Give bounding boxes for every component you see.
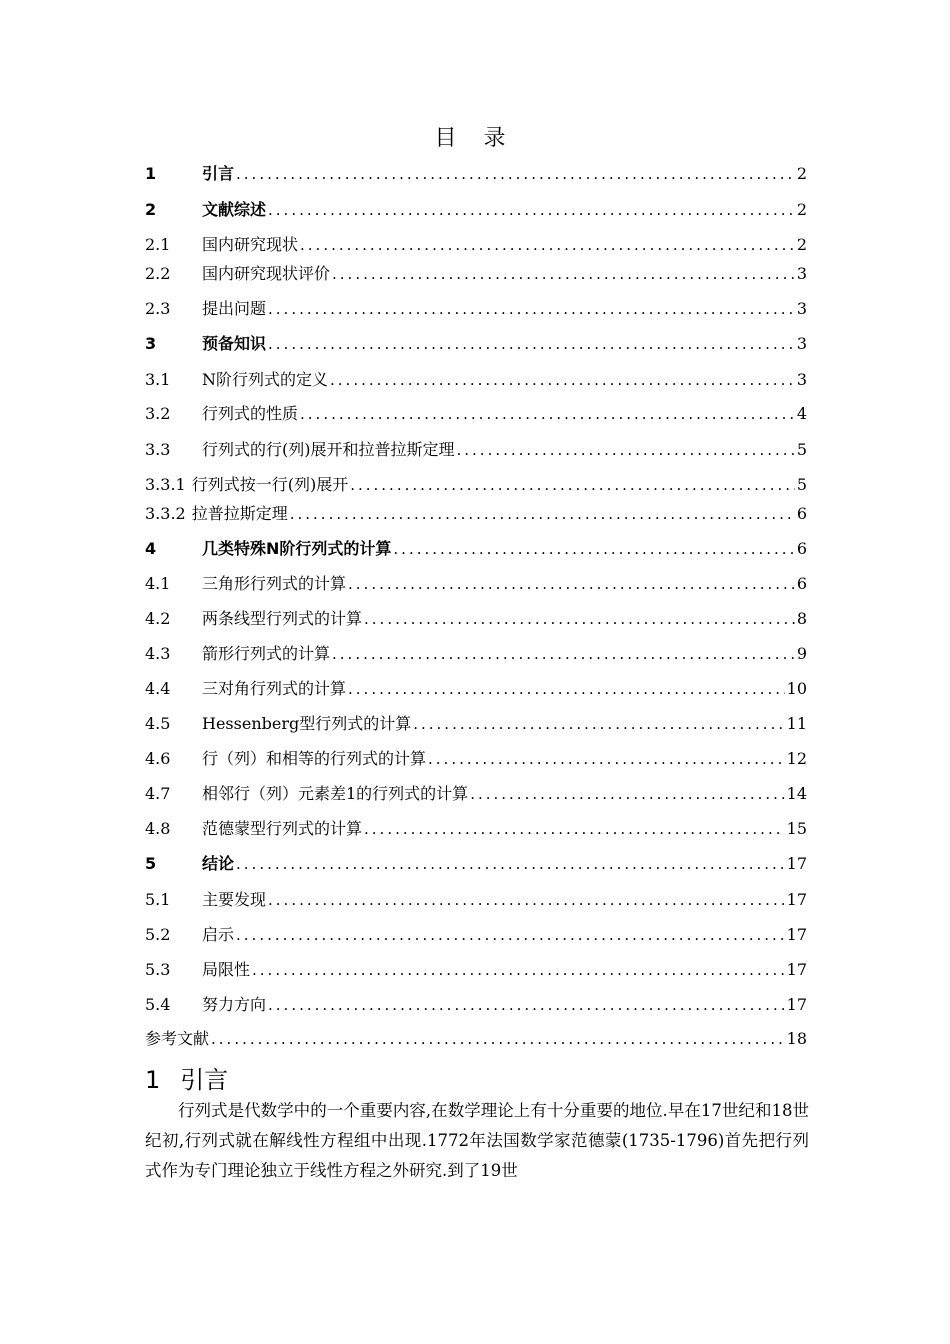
toc-entry[interactable] <box>145 295 807 319</box>
toc-entry-page: 17 <box>786 890 807 909</box>
toc-entry-page: 18 <box>786 1029 807 1048</box>
toc-leader-dots <box>268 890 785 910</box>
toc-entry-page: 3 <box>796 370 807 389</box>
section-title: 引言 <box>180 1066 229 1094</box>
toc-entry[interactable] <box>145 400 807 424</box>
toc-entry[interactable] <box>145 1025 807 1049</box>
toc-entry-page: 2 <box>796 235 807 254</box>
toc-leader-dots <box>428 749 785 769</box>
toc-entry-page: 17 <box>786 925 807 944</box>
toc-leader-dots <box>290 504 795 524</box>
toc-entry-page: 2 <box>796 200 807 219</box>
toc-leader-dots <box>268 995 785 1015</box>
toc-entry-label: 国内研究现状评价 <box>202 264 331 283</box>
toc-entry[interactable] <box>145 330 807 354</box>
toc-entry-label: N阶行列式的定义 <box>202 370 329 389</box>
toc-entry-label: 努力方向 <box>202 995 267 1014</box>
toc-entry[interactable] <box>145 675 807 699</box>
toc-entry-number: 3.3 <box>145 440 171 459</box>
toc-entry-label: 行列式的性质 <box>202 404 299 423</box>
toc-entry-label: 行列式的行(列)展开和拉普拉斯定理 <box>202 440 455 459</box>
toc-entry-label: Hessenberg型行列式的计算 <box>202 714 412 733</box>
toc-leader-dots <box>268 334 795 354</box>
toc-leader-dots <box>300 404 795 424</box>
toc-entry[interactable] <box>145 196 807 220</box>
toc-entry-number: 5.2 <box>145 925 171 944</box>
body-text <box>145 1096 809 1186</box>
toc-entry-number: 2 <box>145 200 157 219</box>
toc-entry-number: 5 <box>145 854 157 873</box>
toc-entry-label: 启示 <box>202 925 235 944</box>
toc-leader-dots <box>211 1029 785 1049</box>
toc-entry-label: 相邻行（列）元素差1的行列式的计算 <box>202 784 469 803</box>
toc-leader-dots <box>348 679 785 699</box>
toc-entry[interactable] <box>145 991 807 1015</box>
toc-entry[interactable] <box>145 260 807 284</box>
toc-entry[interactable] <box>145 500 807 524</box>
toc-entry-label: 引言 <box>202 164 235 183</box>
toc-leader-dots <box>268 200 795 220</box>
toc-entry-label: 参考文献 <box>145 1029 210 1048</box>
toc-entry-number: 4.8 <box>145 819 171 838</box>
toc-entry[interactable] <box>145 780 807 804</box>
toc-entry-label: 三对角行列式的计算 <box>202 679 347 698</box>
toc-entry-label: 拉普拉斯定理 <box>191 504 288 523</box>
toc-leader-dots <box>236 164 795 184</box>
toc-entry-number: 5.4 <box>145 995 171 1014</box>
toc-entry-number: 5.1 <box>145 890 171 909</box>
toc-entry-number: 2.2 <box>145 264 171 283</box>
toc-leader-dots <box>236 925 785 945</box>
toc-entry-page: 4 <box>796 404 807 423</box>
toc-leader-dots <box>413 714 784 734</box>
toc-entry[interactable] <box>145 921 807 945</box>
toc-entry-page: 2 <box>796 164 807 183</box>
toc-entry-number: 5.3 <box>145 960 171 979</box>
toc-entry[interactable] <box>145 436 807 460</box>
toc-entry[interactable] <box>145 850 807 874</box>
toc-entry[interactable] <box>145 366 807 390</box>
toc-entry-page: 3 <box>796 334 807 353</box>
toc-leader-dots <box>236 854 785 874</box>
toc-entry-label: 行（列）和相等的行列式的计算 <box>202 749 427 768</box>
toc-entry-number: 4.2 <box>145 609 171 628</box>
toc-entry-number: 2.3 <box>145 299 171 318</box>
toc-leader-dots <box>470 784 784 804</box>
toc-entry[interactable] <box>145 640 807 664</box>
toc-entry-number: 1 <box>145 164 157 183</box>
toc-entry-number: 4.7 <box>145 784 171 803</box>
toc-entry-page: 11 <box>786 714 807 733</box>
toc-leader-dots <box>364 609 795 629</box>
toc-entry-number: 3.3.2 <box>145 504 186 523</box>
toc-entry-label: 文献综述 <box>202 200 267 219</box>
toc-entry[interactable] <box>145 605 807 629</box>
toc-leader-dots <box>268 299 795 319</box>
toc-entry-number: 2.1 <box>145 235 171 254</box>
section-heading <box>145 1060 228 1095</box>
toc-entry-page: 3 <box>796 299 807 318</box>
toc-entry[interactable] <box>145 710 807 734</box>
toc-entry-page: 9 <box>796 644 807 663</box>
section-number: 1 <box>145 1066 161 1094</box>
toc-entry-number: 3.1 <box>145 370 171 389</box>
toc-entry[interactable] <box>145 956 807 980</box>
toc-entry-label: 提出问题 <box>202 299 267 318</box>
toc-entry-number: 4.3 <box>145 644 171 663</box>
toc-entry-number: 3.3.1 <box>145 475 186 494</box>
toc-entry-page: 17 <box>786 995 807 1014</box>
toc-entry[interactable] <box>145 471 807 495</box>
toc-entry-label: 预备知识 <box>202 334 267 353</box>
toc-entry-number: 4.1 <box>145 574 171 593</box>
toc-entry-number: 4.4 <box>145 679 171 698</box>
toc-entry[interactable] <box>145 231 807 255</box>
toc-entry-number: 3 <box>145 334 157 353</box>
toc-leader-dots <box>350 475 795 495</box>
toc-entry[interactable] <box>145 815 807 839</box>
toc-entry[interactable] <box>145 160 807 184</box>
toc-entry-label: 箭形行列式的计算 <box>202 644 331 663</box>
toc-entry-number: 4 <box>145 539 157 558</box>
toc-entry-label: 局限性 <box>202 960 251 979</box>
intro-paragraph: 行列式是代数学中的一个重要内容,在数学理论上有十分重要的地位.早在17世纪和18世纪初,行列式就在解线性方程组中出现.1772年法国数学家范德蒙(1735-1796)首先把行列式作为专门理论独立于线性方程之外研究.到了19世 <box>145 1101 809 1180</box>
toc-leader-dots <box>393 539 794 559</box>
toc-title: 目 录 <box>434 126 516 151</box>
toc-entry-page: 12 <box>786 749 807 768</box>
toc-leader-dots <box>364 819 785 839</box>
toc-entry-label: 几类特殊N阶行列式的计算 <box>202 539 392 558</box>
toc-entry[interactable] <box>145 886 807 910</box>
toc-entry-label: 两条线型行列式的计算 <box>202 609 363 628</box>
toc-entry-page: 6 <box>796 504 807 523</box>
toc-leader-dots <box>330 370 795 390</box>
toc-entry-number: 3.2 <box>145 404 171 423</box>
toc-entry-page: 6 <box>796 539 807 558</box>
toc-entry-label: 行列式按一行(列)展开 <box>191 475 349 494</box>
toc-entry-page: 17 <box>786 960 807 979</box>
toc-entry-number: 4.6 <box>145 749 171 768</box>
toc-entry-page: 5 <box>796 475 807 494</box>
toc-entry-label: 结论 <box>202 854 235 873</box>
toc-entry-page: 10 <box>786 679 807 698</box>
toc-leader-dots <box>332 644 795 664</box>
toc-entry-label: 国内研究现状 <box>202 235 299 254</box>
toc-entry-page: 15 <box>786 819 807 838</box>
toc-leader-dots <box>457 440 795 460</box>
toc-entry-number: 4.5 <box>145 714 171 733</box>
toc-entry-page: 5 <box>796 440 807 459</box>
toc-entry-page: 17 <box>786 854 807 873</box>
toc-entry[interactable] <box>145 535 807 559</box>
toc-entry-page: 6 <box>796 574 807 593</box>
toc-entry-page: 3 <box>796 264 807 283</box>
toc-entry[interactable] <box>145 570 807 594</box>
toc-leader-dots <box>332 264 795 284</box>
toc-leader-dots <box>348 574 795 594</box>
toc-entry-label: 主要发现 <box>202 890 267 909</box>
toc-entry-page: 14 <box>786 784 807 803</box>
toc-entry-label: 范德蒙型行列式的计算 <box>202 819 363 838</box>
toc-entry[interactable] <box>145 745 807 769</box>
toc-entry-page: 8 <box>796 609 807 628</box>
toc-entry-label: 三角形行列式的计算 <box>202 574 347 593</box>
toc-leader-dots <box>300 235 795 255</box>
toc-leader-dots <box>252 960 785 980</box>
